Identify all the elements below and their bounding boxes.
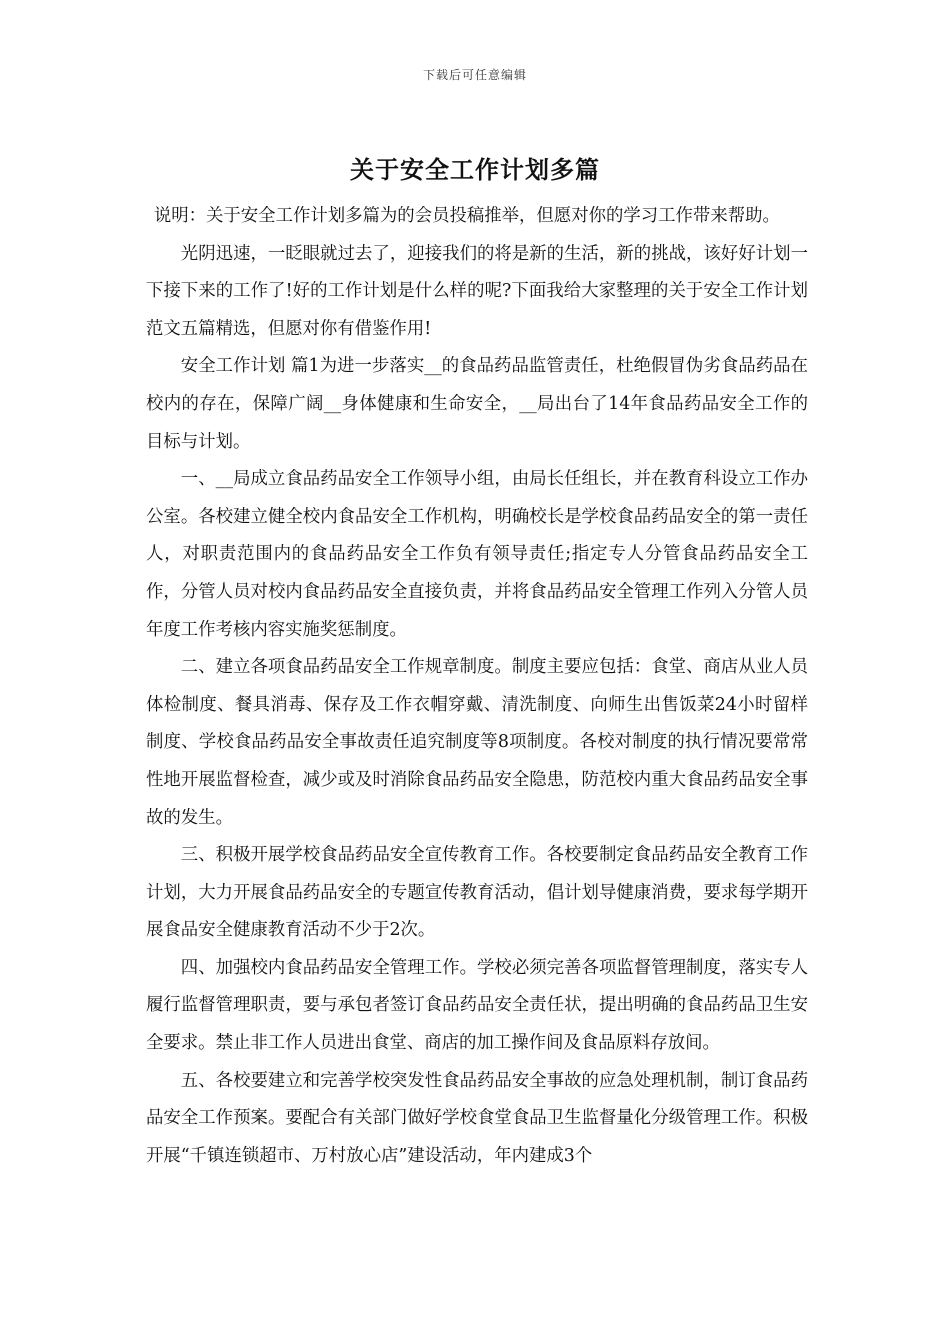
body-paragraph: 二、建立各项食品药品安全工作规章制度。制度主要应包括：食堂、商店从业人员体检制度、餐具消毒、保存及工作衣帽穿戴、清洗制度、向师生出售饭菜24小时留样制度、学校食品药品安全事故责任追究制度等8项制度。各校对制度的执行情况要常常性地开展监督检查，减少或及时消除食品药品安全隐患，防范校内重大食品药品安全事故的发生。 [146, 657, 808, 828]
intro-paragraph: 说明：关于安全工作计划多篇为的会员投稿推举，但愿对你的学习工作带来帮助。 [153, 206, 780, 226]
body-paragraph: 光阴迅速，一眨眼就过去了，迎接我们的将是新的生活，新的挑战，该好好计划一下接下来的工作了!好的工作计划是什么样的呢?下面我给大家整理的关于安全工作计划范文五篇精选，但愿对你有借鉴作用! [146, 243, 808, 339]
body-paragraph: 三、积极开展学校食品药品安全宣传教育工作。各校要制定食品药品安全教育工作计划，大力开展食品药品安全的专题宣传教育活动，倡计划导健康消费，要求每学期开展食品安全健康教育活动不少于2次。 [146, 845, 808, 941]
body-paragraph: 四、加强校内食品药品安全管理工作。学校必须完善各项监督管理制度，落实专人履行监督管理职责，要与承包者签订食品药品安全责任状，提出明确的食品药品卫生安全要求。禁止非工作人员进出食堂、商店的加工操作间及食品原料存放间。 [146, 957, 808, 1054]
body-paragraph: 安全工作计划 篇1为进一步落实__的食品药品监管责任，杜绝假冒伪劣食品药品在校内的存在，保障广阔__身体健康和生命安全，__局出台了14年食品药品安全工作的目标与计划。 [146, 356, 808, 452]
body-paragraph: 五、各校要建立和完善学校突发性食品药品安全事故的应急处理机制，制订食品药品安全工作预案。要配合有关部门做好学校食堂食品卫生监督量化分级管理工作。积极开展“千镇连锁超市、万村放心店”建设活动，年内建成3个 [146, 1070, 808, 1166]
page-header-note: 下载后可任意编辑 [422, 68, 527, 82]
document-body [146, 198, 808, 1175]
page-title: 关于安全工作计划多篇 [350, 155, 600, 184]
body-paragraph: 一、__局成立食品药品安全工作领导小组，由局长任组长，并在教育科设立工作办公室。各校建立健全校内食品安全工作机构，明确校长是学校食品药品安全的第一责任人，对职责范围内的食品药品安全工作负有领导责任;指定专人分管食品药品安全工作，分管人员对校内食品药品安全直接负责，并将食品药品安全管理工作列入分管人员年度工作考核内容实施奖惩制度。 [146, 469, 808, 640]
